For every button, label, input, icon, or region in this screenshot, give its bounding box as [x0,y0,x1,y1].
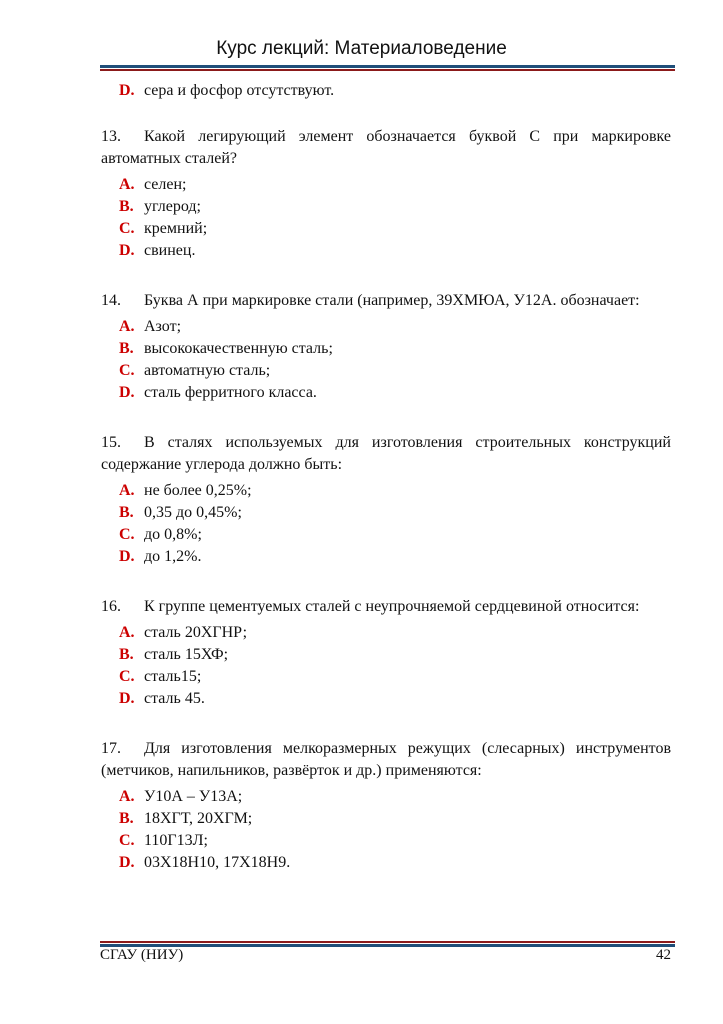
answer-item [101,808,671,830]
question-text: 13. Какой легирующий элемент обозначается буквой С при маркировке автоматных сталей? [101,128,671,167]
answer-item [101,666,671,688]
answer-text: 03Х18Н10, 17Х18Н9. [144,854,291,871]
answer-text: сера и фосфор отсутствуют. [144,82,335,99]
answer-letter: C. [119,526,135,543]
question-text: 15. В сталях используемых для изготовления строительных конструкций содержание углерода должно быть: [101,434,671,473]
page-header-title: Курс лекций: Материаловедение [216,38,507,59]
answer-text: до 0,8%; [144,526,202,543]
answer-letter: D. [119,690,135,707]
answer-item [101,502,671,524]
answer-item [101,644,671,666]
answer-text: 0,35 до 0,45%; [144,504,242,521]
answer-letter: A. [119,788,135,805]
answer-item [101,174,671,196]
question-number: 15. [101,434,121,451]
question-text: 17. Для изготовления мелкоразмерных режущих (слесарных) инструментов (метчиков, напильников, развёрток и др.) применяются: [101,740,671,779]
answer-item [101,360,671,382]
header-rule-red [100,69,675,71]
answer-item [101,786,671,808]
answer-letter: D. [119,82,135,99]
answer-item [101,480,671,502]
question-13 [101,126,671,262]
answer-text: сталь ферритного класса. [144,384,317,401]
question-number: 14. [101,292,121,309]
answer-item [101,622,671,644]
answer-text: сталь 20ХГНР; [144,624,248,641]
answer-item [101,688,671,710]
question-17 [101,738,671,874]
question-text: 14. Буква А при маркировке стали (например, 39ХМЮА, У12А. обозначает: [101,290,671,312]
answer-letter: C. [119,362,135,379]
question-number: 16. [101,598,121,615]
answer-letter: D. [119,384,135,401]
answer-item [101,240,671,262]
page-number: 42 [656,947,671,963]
question-15 [101,432,671,568]
answer-item [101,218,671,240]
answer-text: 18ХГТ, 20ХГМ; [144,810,253,827]
answer-letter: B. [119,810,134,827]
answer-text: кремний; [144,220,208,237]
answer-text: Азот; [144,318,182,335]
footer-rule-red [100,941,675,943]
answer-text: 110Г13Л; [144,832,208,849]
answer-item [101,338,671,360]
answer-text: свинец. [144,242,196,259]
question-number: 17. [101,740,121,757]
question-text: 16. К группе цементуемых сталей с неупрочняемой сердцевиной относится: [101,596,671,618]
footer-institution: СГАУ (НИУ) [100,947,184,963]
footer-rule-blue [100,944,675,947]
answer-item [101,546,671,568]
answer-letter: A. [119,482,135,499]
header-rule-blue [100,65,675,68]
answer-text: углерод; [144,198,201,215]
answer-letter: A. [119,318,135,335]
answer-item [101,316,671,338]
answer-item [101,852,671,874]
question-14 [101,290,671,404]
answer-text: до 1,2%. [144,548,202,565]
answer-item [101,830,671,852]
answer-text: автоматную сталь; [144,362,271,379]
answer-item [101,382,671,404]
answer-text: не более 0,25%; [144,482,252,499]
answer-item [101,80,671,102]
answer-letter: D. [119,242,135,259]
answer-letter: B. [119,340,134,357]
answer-letter: C. [119,668,135,685]
question-number: 13. [101,128,121,145]
answer-item [101,524,671,546]
answer-letter: D. [119,854,135,871]
answer-letter: D. [119,548,135,565]
answer-text: сталь 15ХФ; [144,646,229,663]
answer-letter: A. [119,176,135,193]
answer-letter: C. [119,220,135,237]
answer-text: сталь 45. [144,690,205,707]
answer-text: сталь15; [144,668,202,685]
answer-letter: B. [119,198,134,215]
question-16 [101,596,671,710]
answer-letter: C. [119,832,135,849]
answer-item [101,196,671,218]
answer-letter: A. [119,624,135,641]
answer-text: У10А – У13А; [144,788,243,805]
answer-letter: B. [119,646,134,663]
page-content [101,80,671,874]
answer-text: высококачественную сталь; [144,340,333,357]
answer-letter: B. [119,504,134,521]
answer-text: селен; [144,176,187,193]
